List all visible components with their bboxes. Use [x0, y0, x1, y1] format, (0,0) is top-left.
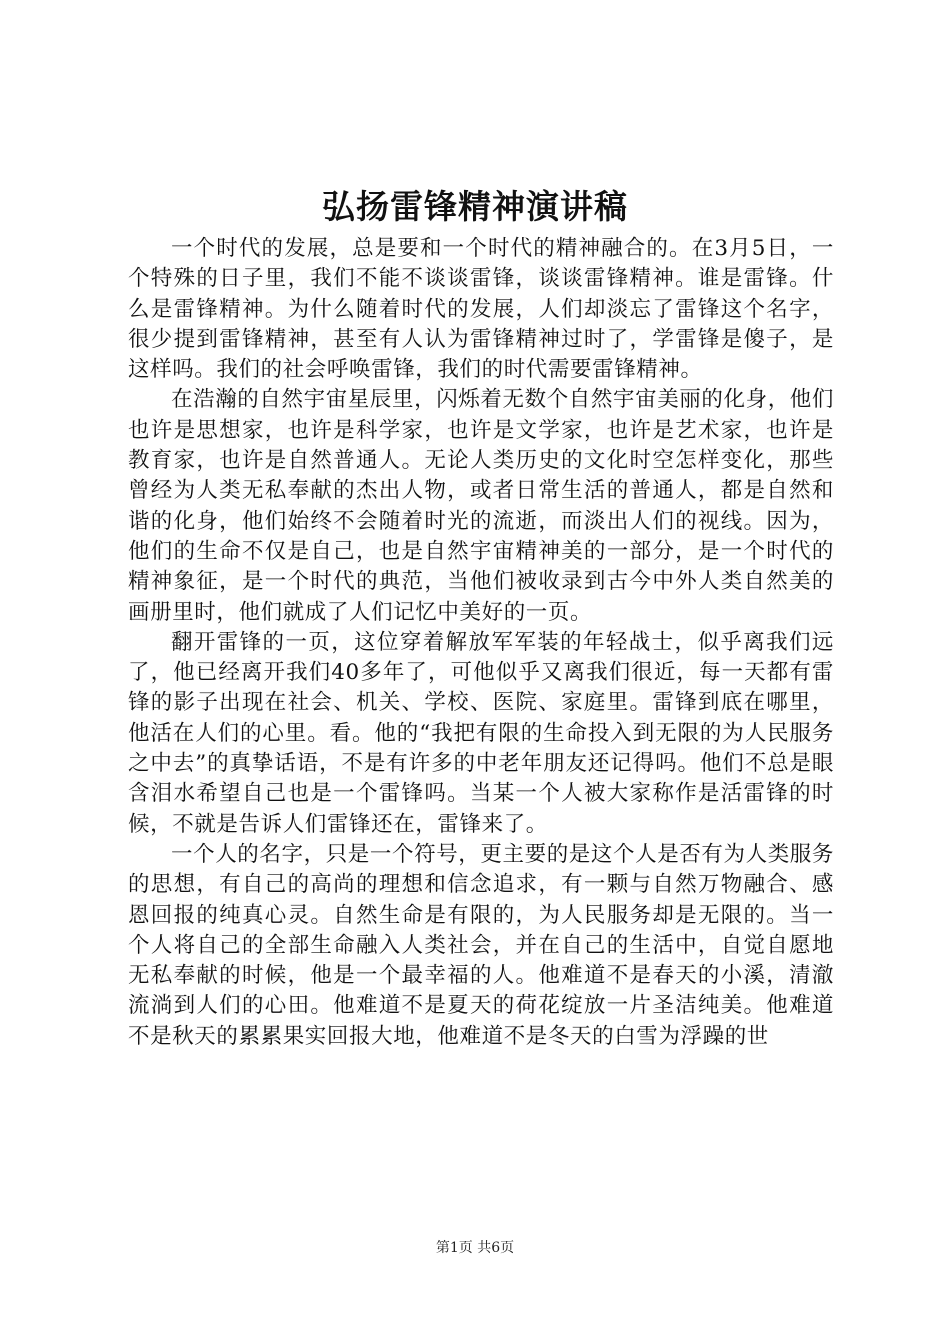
paragraph-3: 翻开雷锋的一页，这位穿着解放军军装的年轻战士，似乎离我们远了，他已经离开我们40多年了，可他似乎又离我们很近，每一天都有雷锋的影子出现在社会、机关、学校、医院、家庭里。雷锋到底在哪里，他活在人们的心里。看。他的“我把有限的生命投入到无限的为人民服务之中去”的真挚话语，不是有许多的中老年朋友还记得吗。他们不总是眼含泪水希望自己也是一个雷锋吗。当某一个人被大家称作是活雷锋的时候，不就是告诉人们雷锋还在，雷锋来了。 — [128, 629, 834, 837]
paragraph-4: 一个人的名字，只是一个符号，更主要的是这个人是否有为人类服务的思想，有自己的高尚的理想和信念追求，有一颗与自然万物融合、感恩回报的纯真心灵。自然生命是有限的，为人民服务却是无限的。当一个人将自己的全部生命融入人类社会，并在自己的生活中，自觉自愿地无私奉献的时候，他是一个最幸福的人。他难道不是春天的小溪，清澈流淌到人们的心田。他难道不是夏天的荷花绽放一片圣洁纯美。他难道不是秋天的累累果实回报大地，他难道不是冬天的白雪为浮躁的世 — [128, 841, 835, 1049]
page-number-footer: 第1页 共6页 — [435, 1240, 515, 1256]
paragraph-1: 一个时代的发展，总是要和一个时代的精神融合的。在3月5日，一个特殊的日子里，我们不能不谈谈雷锋，谈谈雷锋精神。谁是雷锋。什么是雷锋精神。为什么随着时代的发展，人们却淡忘了雷锋这个名字，很少提到雷锋精神，甚至有人认为雷锋精神过时了，学雷锋是傻子，是这样吗。我们的社会呼唤雷锋，我们的时代需要雷锋精神。 — [128, 236, 834, 383]
document-title: 弘扬雷锋精神演讲稿 — [322, 187, 628, 226]
paragraph-2: 在浩瀚的自然宇宙星辰里，闪烁着无数个自然宇宙美丽的化身，他们也许是思想家，也许是科学家，也许是文学家，也许是艺术家，也许是教育家，也许是自然普通人。无论人类历史的文化时空怎样变化，那些曾经为人类无私奉献的杰出人物，或者日常生活的普通人，都是自然和谐的化身，他们始终不会随着时光的流逝，而淡出人们的视线。因为，他们的生命不仅是自己，也是自然宇宙精神美的一部分，是一个时代的精神象征，是一个时代的典范，当他们被收录到古今中外人类自然美的画册里时，他们就成了人们记忆中美好的一页。 — [128, 387, 835, 625]
document-body — [128, 234, 834, 1052]
